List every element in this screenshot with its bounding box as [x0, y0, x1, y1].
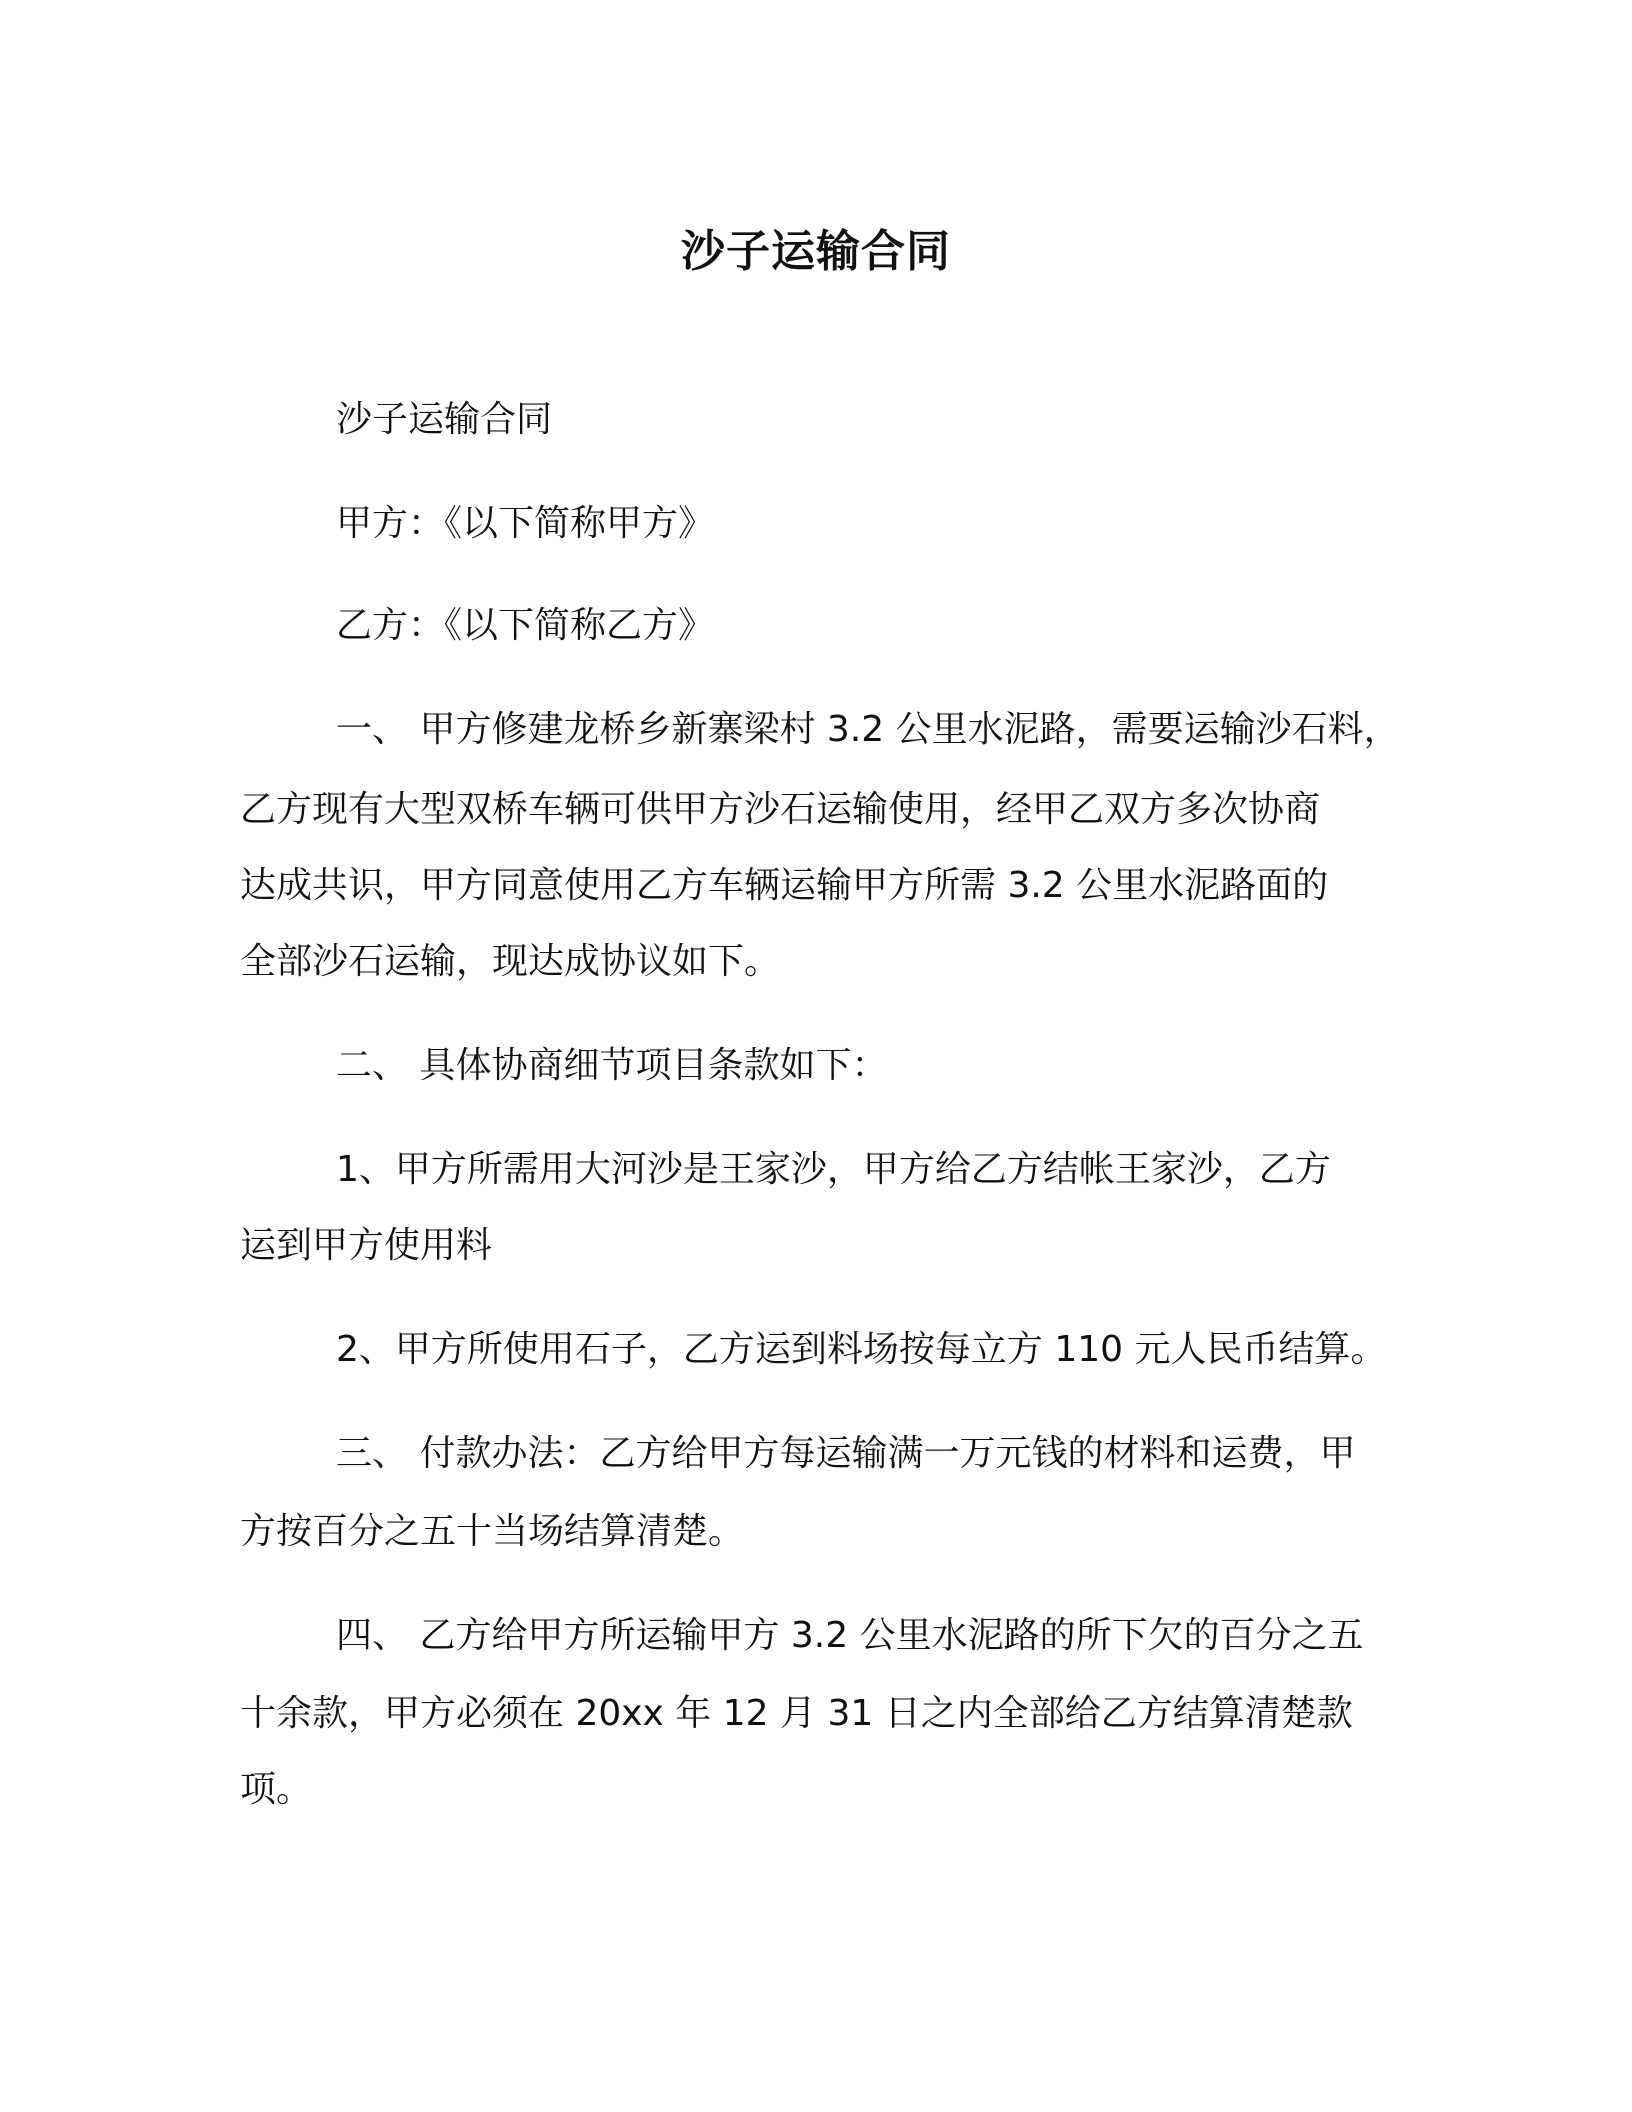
party-b-line: 乙方：《以下简称乙方》 — [336, 605, 715, 646]
contract-subtitle: 沙子运输合同 — [336, 399, 553, 440]
section-3-line-2: 方按百分之五十当场结算清楚。 — [240, 1511, 745, 1552]
item-1-line-1: 1、甲方所需用大河沙是王家沙，甲方给乙方结帐王家沙，乙方 — [336, 1149, 1331, 1190]
section-1-line-2: 乙方现有大型双桥车辆可供甲方沙石运输使用，经甲乙双方多次协商 — [240, 789, 1321, 830]
party-a-line: 甲方：《以下简称甲方》 — [336, 503, 715, 544]
section-1-line-3: 达成共识，甲方同意使用乙方车辆运输甲方所需 3.2 公里水泥路面的 — [240, 865, 1329, 906]
section-1-line-4: 全部沙石运输，现达成协议如下。 — [240, 941, 781, 982]
section-1-line-1: 一、 甲方修建龙桥乡新寨梁村 3.2 公里水泥路，需要运输沙石料， — [336, 709, 1400, 750]
section-4-line-2: 十余款，甲方必须在 20xx 年 12 月 31 日之内全部给乙方结算清楚款 — [240, 1693, 1353, 1734]
section-4-line-1: 四、 乙方给甲方所运输甲方 3.2 公里水泥路的所下欠的百分之五 — [336, 1615, 1364, 1656]
document-title: 沙子运输合同 — [681, 226, 951, 277]
item-2-line-1: 2、甲方所使用石子，乙方运到料场按每立方 110 元人民币结算。 — [336, 1329, 1387, 1370]
section-4-line-3: 项。 — [240, 1769, 313, 1810]
item-1-line-2: 运到甲方使用料 — [240, 1225, 493, 1266]
section-3-line-1: 三、 付款办法：乙方给甲方每运输满一万元钱的材料和运费，甲 — [336, 1433, 1356, 1474]
section-2-line-1: 二、 具体协商细节项目条款如下： — [336, 1045, 888, 1086]
